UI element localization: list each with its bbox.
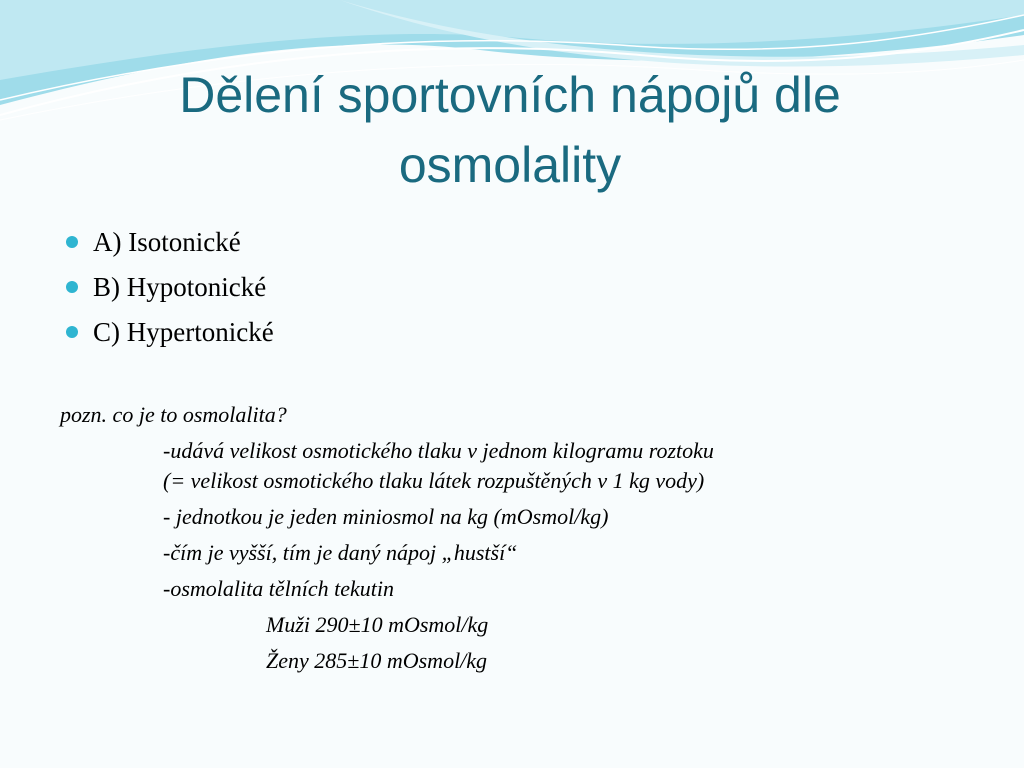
bullet-list xyxy=(66,220,274,355)
slide-title-line-2: osmolality xyxy=(398,137,622,193)
note-line: -udává velikost osmotického tlaku v jednom kilogramu roztoku xyxy=(163,438,714,463)
note-line: -čím je vyšší, tím je daný nápoj „hustší“ xyxy=(163,540,518,565)
note-line: - jednotkou je jeden miniosmol na kg (mOsmol/kg) xyxy=(163,504,609,529)
bullet-item xyxy=(66,220,274,265)
note-block xyxy=(60,400,714,676)
note-line: -osmolalita tělních tekutin xyxy=(163,576,394,601)
bullet-dot-icon xyxy=(66,326,78,338)
bullet-dot-icon xyxy=(66,281,78,293)
note-line: Muži 290±10 mOsmol/kg xyxy=(266,612,489,637)
slide-title-line-1: Dělení sportovních nápojů dle xyxy=(179,67,841,123)
note-line: (= velikost osmotického tlaku látek rozpuštěných v 1 kg vody) xyxy=(163,468,705,493)
bullet-text: C) Hypertonické xyxy=(93,317,274,347)
note-line: Ženy 285±10 mOsmol/kg xyxy=(266,648,488,673)
bullet-dot-icon xyxy=(66,236,78,248)
bullet-item xyxy=(66,265,274,310)
bullet-text: B) Hypotonické xyxy=(93,272,267,302)
bullet-item xyxy=(66,310,274,355)
note-heading: pozn. co je to osmolalita? xyxy=(60,402,287,427)
bullet-text: A) Isotonické xyxy=(93,227,241,257)
slide-title xyxy=(60,60,960,200)
